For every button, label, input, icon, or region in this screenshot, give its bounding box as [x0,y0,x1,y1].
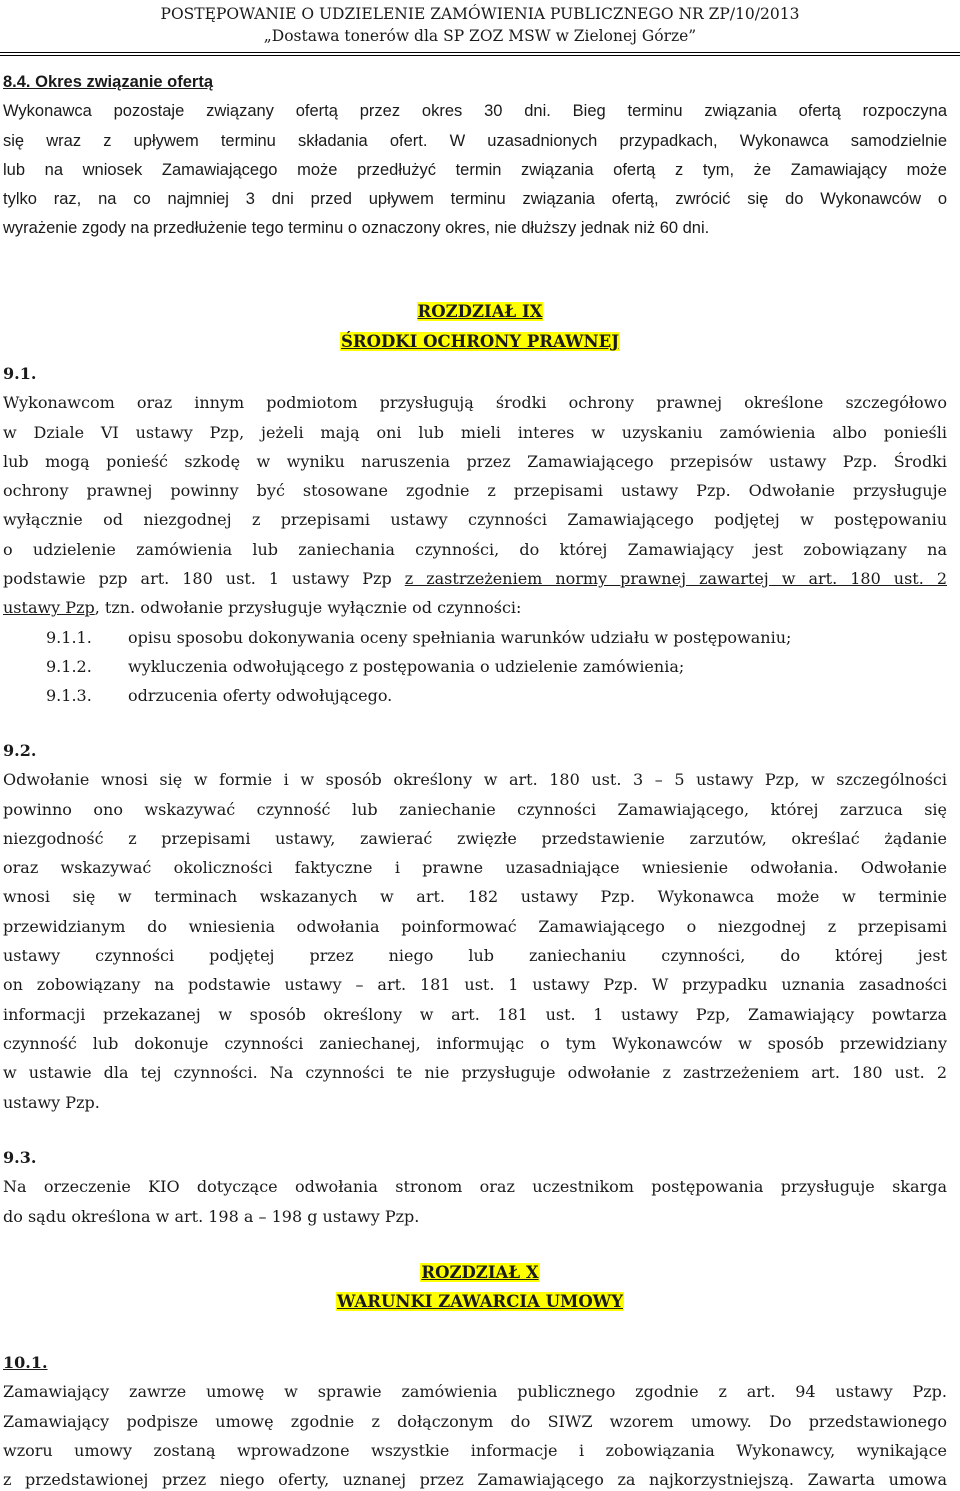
legal-reference-underlined: z zastrzeżeniem normy prawnej zawartej w art. 180 ust. 2 [404,569,947,589]
section-9-2-line: oraz wskazywać okoliczności faktyczne i prawne uzasadniające wniesienie odwołania. Odwołanie [3,858,947,878]
section-9-1-line: o udzielenie zamówienia lub zaniechania czynności, do której Zamawiający jest zobowiązany na [3,539,947,559]
section-9-2-line: on zobowiązany na podstawie ustawy – art. 181 ust. 1 ustawy Pzp. W przypadku uznania zasadności [3,975,947,995]
chapter-10-subtitle: WARUNKI ZAWARCIA UMOWY [336,1292,623,1311]
chapter-9-title: ROZDZIAŁ IX [417,302,543,321]
section-9-1-line: Wykonawcom oraz innym podmiotom przysługują środki ochrony prawnej określone szczegółowo [3,393,947,413]
section-9-3-line: Na orzeczenie KIO dotyczące odwołania stronom oraz uczestnikom postępowania przysługuje skarga [3,1177,947,1197]
section-9-3-line: do sądu określona w art. 198 a – 198 g ustawy Pzp. [3,1206,420,1226]
section-9-2-heading: 9.2. [3,741,37,760]
section-8-4-line: się wraz z upływem terminu składania ofert. W uzasadnionych przypadkach, Wykonawca samodzielnie [3,131,947,150]
section-10-1 [3,1348,947,1491]
section-9-1-heading: 9.1. [3,364,37,383]
section-9-2-line: ustawy Pzp. [3,1092,100,1112]
section-9-1-line: w Dziale VI ustawy Pzp, jeżeli mają oni lub mieli interes w uzyskaniu zamówienia albo ponieśli [3,422,947,442]
list-item: 9.1.2. wykluczenia odwołującego z postępowania o udzielenie zamówienia; [46,656,685,676]
section-9-2-line: niezgodność z przepisami ustawy, zawierać zwięzłe przedstawienie zarzutów, określać żądanie [3,828,947,848]
section-9-2-line: powinno ono wskazywać czynność lub zaniechanie czynności Zamawiającego, której zarzuca się [3,799,947,819]
header-title: POSTĘPOWANIE O UDZIELENIE ZAMÓWIENIA PUBLICZNEGO NR ZP/10/2013 [160,5,800,23]
chapter-9-subtitle: ŚRODKI OCHRONY PRAWNEJ [341,332,619,351]
section-9-3 [3,1143,947,1231]
list-item: 9.1.1. opisu sposobu dokonywania oceny spełniania warunków udziału w postępowaniu; [46,627,792,647]
section-9-2-line: informacji przekazanej w sposób określony w art. 181 ust. 1 ustawy Pzp, Zamawiający powtarza [3,1004,947,1024]
section-10-1-line: wzoru umowy zostaną wprowadzone wszystkie informacje i zobowiązania Wykonawcy, wynikające [3,1440,947,1460]
section-9-2-line: ustawy czynności podjętej przez niego lub zaniechaniu czynności, do której jest [3,946,947,966]
section-9-1-line-7: podstawie pzp art. 180 ust. 1 ustawy Pzp z zastrzeżeniem normy prawnej zawartej w art. 180 ust. 2 [3,569,947,589]
section-9-2-line: wnosi się w terminach wskazanych w art. 182 ustawy Pzp. Wykonawca może w terminie [3,887,947,907]
section-9-2-line: Odwołanie wnosi się w formie i w sposób określony w art. 180 ust. 3 – 5 ustawy Pzp, w szczególności [3,770,947,790]
section-8-4-line: Wykonawca pozostaje związany ofertą przez okres 30 dni. Bieg terminu związania ofertą rozpoczyna [3,102,947,121]
section-8-4 [3,68,947,244]
section-9-2-line: przewidzianym do wniesienia odwołania poinformować Zamawiającego o niezgodnej z przepisami [3,916,947,936]
section-8-4-line: lub na wniosek Zamawiającego może przedłużyć termin związania ofertą z tym, że Zamawiający może [3,160,947,179]
section-10-1-heading: 10.1. [3,1353,48,1372]
list-item: 9.1.3. odrzucenia oferty odwołującego. [46,686,393,706]
header-rule-top [0,52,960,53]
section-10-1-line: z przedstawionej przez niego oferty, uznanej przez Zamawiającego za najkorzystniejszą. Zawarta umowa [3,1470,947,1490]
section-9-2-line: czynność lub dokonuje czynności zaniechanej, informując o tym Wykonawców w sposób przewidziany [3,1033,947,1053]
section-9-1-line-8: ustawy Pzp, tzn. odwołanie przysługuje wyłącznie od czynności: [3,598,522,618]
section-9-3-heading: 9.3. [3,1148,37,1167]
section-9-2-line: w ustawie dla tej czynności. Na czynności te nie przysługuje odwołanie z zastrzeżeniem art. 180 ust. 2 [3,1063,947,1083]
section-8-4-line: tylko raz, na co najmniej 3 dni przed upływem terminu związania ofertą, zwrócić się do Wykonawców o [3,190,947,209]
legal-reference-underlined: ustawy Pzp [3,598,95,618]
section-8-4-line: wyrażenie zgody na przedłużenie tego terminu o oznaczony okres, nie dłuższy jednak niż 60 dni. [3,219,710,238]
header-subtitle: „Dostawa tonerów dla SP ZOZ MSW w Zielonej Górze” [263,27,697,45]
section-9-1-line: lub mogą ponieść szkodę w wyniku naruszenia przez Zamawiającego przepisów ustawy Pzp. Środki [3,451,947,471]
section-8-4-heading: 8.4. Okres związanie ofertą [3,73,214,91]
section-9-2 [3,736,947,1117]
section-9-1-line: ochrony prawnej powinny być stosowane zgodnie z przepisami ustawy Pzp. Odwołanie przysługuje [3,481,947,501]
section-9-1-line: wyłącznie od niezgodnej z przepisami ustawy czynności Zamawiającego podjętej w postępowaniu [3,510,947,530]
header-rule-bottom [0,55,960,56]
section-9-1 [3,359,947,711]
section-10-1-line: Zamawiający podpisze umowę zgodnie z dołączonym do SIWZ wzorem umowy. Do przedstawionego [3,1411,947,1431]
section-10-1-line: Zamawiający zawrze umowę w sprawie zamówienia publicznego zgodnie z art. 94 ustawy Pzp. [3,1382,947,1402]
chapter-10-title: ROZDZIAŁ X [421,1263,539,1282]
